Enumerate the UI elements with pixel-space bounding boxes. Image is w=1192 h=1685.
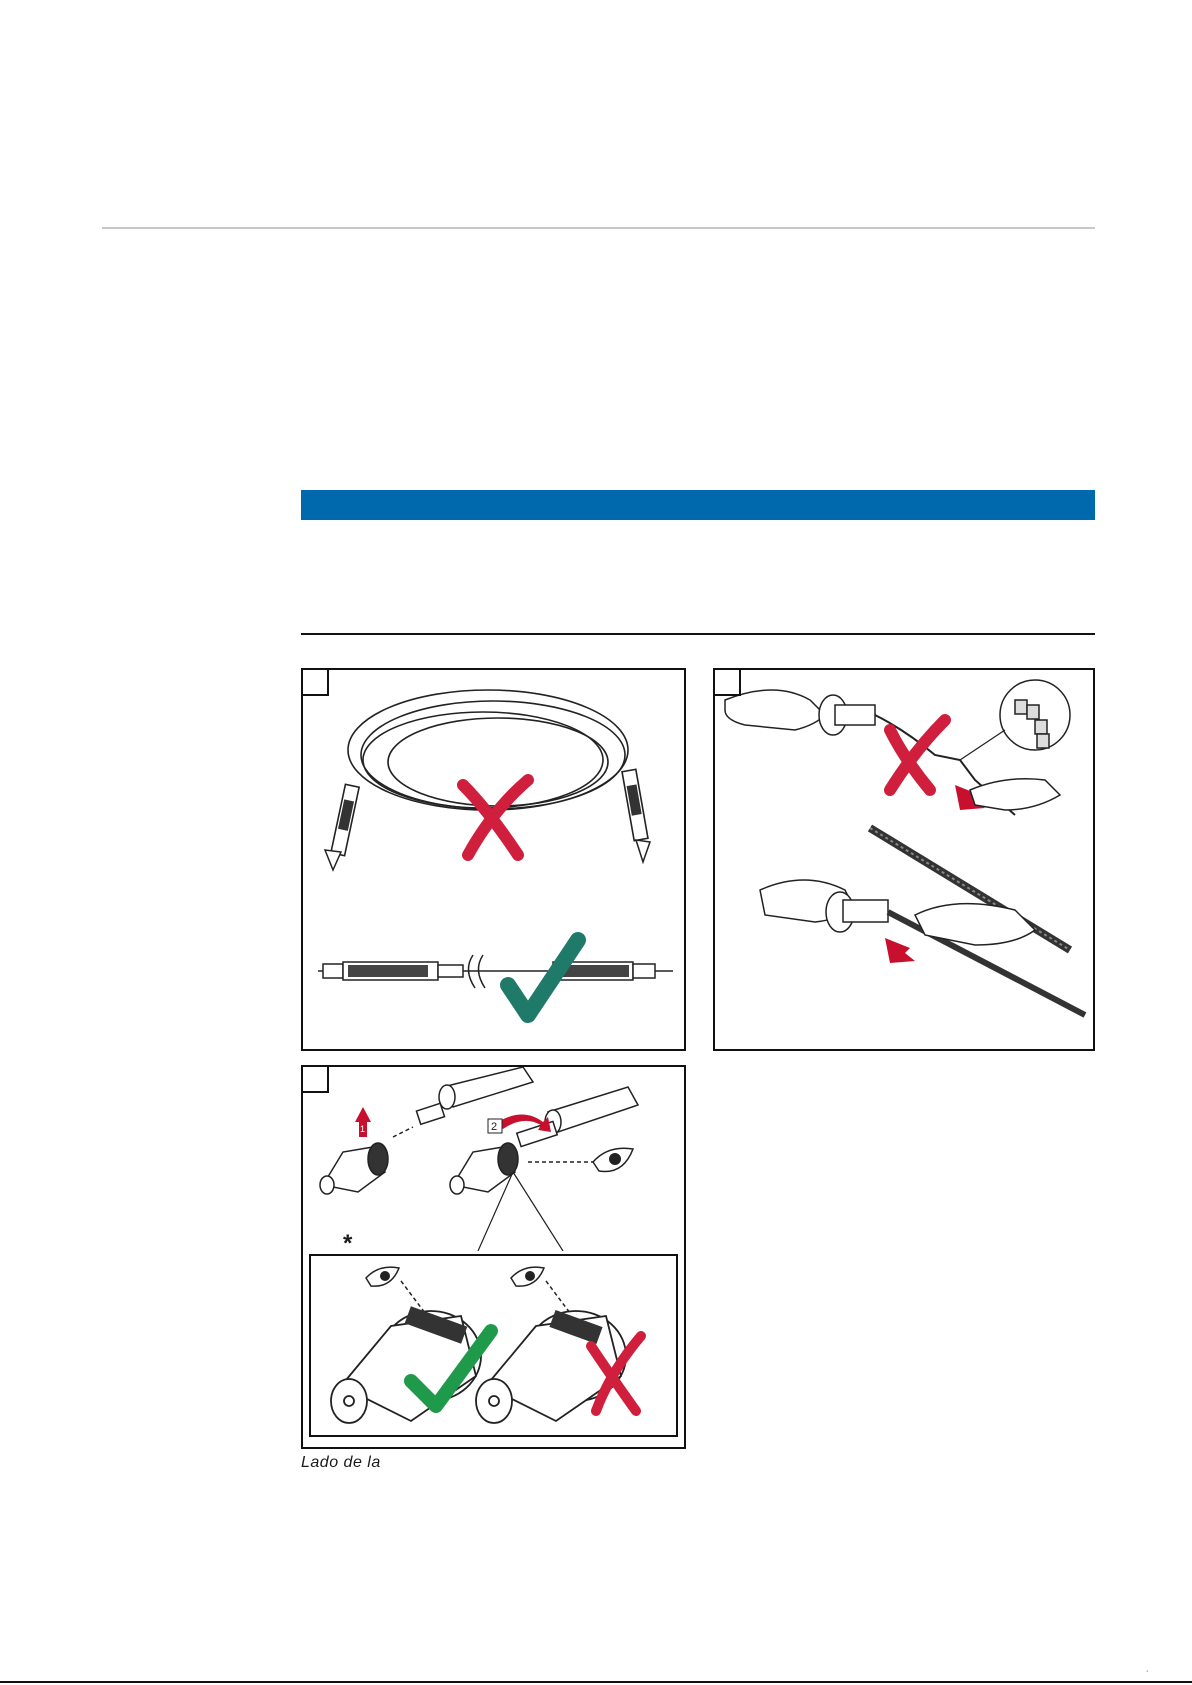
hand-holding-torch-icon <box>760 880 888 932</box>
push-arrow-icon <box>885 938 915 963</box>
rotate-arrow-icon <box>498 1115 551 1133</box>
figure-step-1 <box>301 668 686 1051</box>
right-connector-icon <box>622 769 650 862</box>
straight-cable-icon <box>318 955 673 988</box>
footer-rule <box>0 1681 1192 1683</box>
wrong-cross-icon <box>463 780 528 855</box>
eye-icon <box>593 1148 633 1171</box>
step-number-box <box>303 1067 329 1093</box>
eye-icon <box>511 1267 544 1286</box>
step-label-1: 1 <box>360 1124 366 1134</box>
figure-caption: Lado de la <box>301 1454 381 1471</box>
connector-mounting-illustration <box>303 1067 686 1251</box>
connector-icon <box>450 1143 518 1194</box>
figure-step-2 <box>713 668 1095 1051</box>
cable-illustration <box>303 670 686 1051</box>
step-label-2: 2 <box>491 1121 498 1133</box>
figure-step-3 <box>301 1065 686 1449</box>
hand-holding-torch-icon <box>725 690 875 735</box>
section-rule <box>301 633 1095 635</box>
step-number-box <box>303 670 329 696</box>
top-rule <box>102 227 1095 229</box>
connector-icon <box>320 1143 388 1194</box>
inset-marker: * <box>343 1230 353 1257</box>
liner-insertion-illustration <box>715 670 1095 1051</box>
notice-header-bar <box>301 490 1095 520</box>
inspection-detail-illustration <box>311 1256 676 1435</box>
page-corner-mark: ˙ <box>1146 1670 1150 1681</box>
eye-icon <box>366 1267 399 1286</box>
step-number-box <box>715 670 741 696</box>
inspection-inset <box>309 1254 678 1437</box>
left-connector-icon <box>325 784 359 870</box>
